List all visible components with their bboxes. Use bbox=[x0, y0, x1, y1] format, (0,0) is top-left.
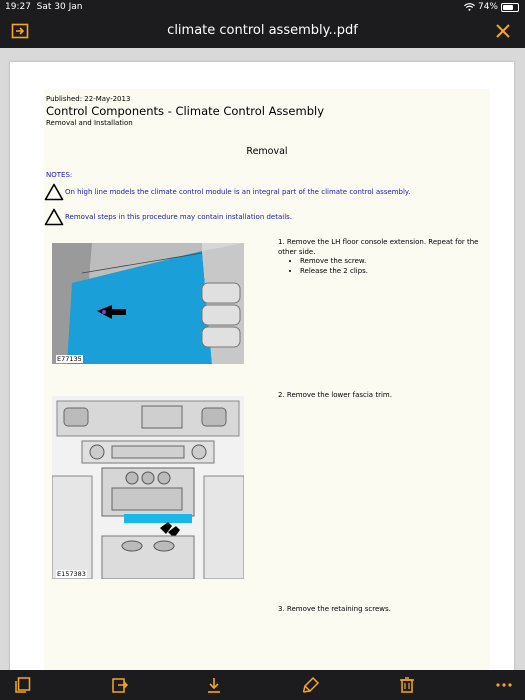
figure-fascia-trim bbox=[52, 396, 244, 579]
pages-icon[interactable] bbox=[14, 676, 32, 694]
close-icon[interactable] bbox=[493, 21, 513, 41]
section-heading: Removal bbox=[246, 146, 288, 157]
document-title: climate control assembly..pdf bbox=[167, 23, 358, 38]
highlighter-icon[interactable] bbox=[302, 676, 320, 694]
battery-percent: 74% bbox=[477, 2, 498, 12]
step-bullet: • Release the 2 clips. bbox=[300, 267, 483, 277]
note-text: On high line models the climate control module is an integral part of the climate control assembly. bbox=[65, 188, 411, 196]
note-item bbox=[44, 208, 292, 226]
page-title: Control Components - Climate Control Assembly bbox=[46, 104, 325, 118]
export-icon[interactable] bbox=[111, 676, 129, 694]
figure-floor-console bbox=[52, 243, 244, 364]
note-item bbox=[44, 183, 410, 201]
step-text: 3. Remove the retaining screws. bbox=[278, 605, 391, 613]
wifi-icon bbox=[464, 3, 475, 11]
step-bullet: • Remove the screw. bbox=[300, 257, 483, 267]
step-text: 2. Remove the lower fascia trim. bbox=[278, 391, 392, 399]
step-3 bbox=[278, 605, 483, 615]
top-toolbar bbox=[0, 14, 525, 48]
note-text: Removal steps in this procedure may contain installation details. bbox=[65, 213, 293, 221]
warning-triangle-icon bbox=[44, 183, 64, 201]
trash-icon[interactable] bbox=[398, 676, 416, 694]
download-icon[interactable] bbox=[205, 676, 223, 694]
status-date: Sat 30 Jan bbox=[36, 2, 83, 12]
battery-icon bbox=[501, 3, 519, 12]
status-time: 19:27 bbox=[5, 2, 31, 12]
warning-triangle-icon bbox=[44, 208, 64, 226]
fascia-trim-illustration bbox=[52, 396, 244, 579]
status-right bbox=[464, 2, 519, 12]
step-text: 1. Remove the LH floor console extension. Repeat for the other side. bbox=[278, 238, 479, 256]
document-viewer[interactable] bbox=[0, 48, 525, 670]
more-icon[interactable] bbox=[495, 676, 513, 694]
step-2 bbox=[278, 391, 483, 401]
bottom-toolbar bbox=[0, 670, 525, 700]
published-date: Published: 22-May-2013 bbox=[46, 95, 131, 103]
status-bar bbox=[0, 0, 525, 14]
figure-code: E157383 bbox=[57, 570, 86, 578]
step-1 bbox=[278, 238, 483, 276]
page-content bbox=[44, 89, 490, 672]
figure-code: E77135 bbox=[57, 355, 82, 363]
floor-console-illustration bbox=[52, 243, 244, 364]
status-time-date bbox=[5, 2, 82, 12]
step-bullets bbox=[278, 257, 483, 276]
page-subtitle: Removal and Installation bbox=[46, 119, 133, 127]
pdf-page[interactable] bbox=[10, 62, 514, 672]
notes-label: NOTES: bbox=[46, 171, 73, 179]
